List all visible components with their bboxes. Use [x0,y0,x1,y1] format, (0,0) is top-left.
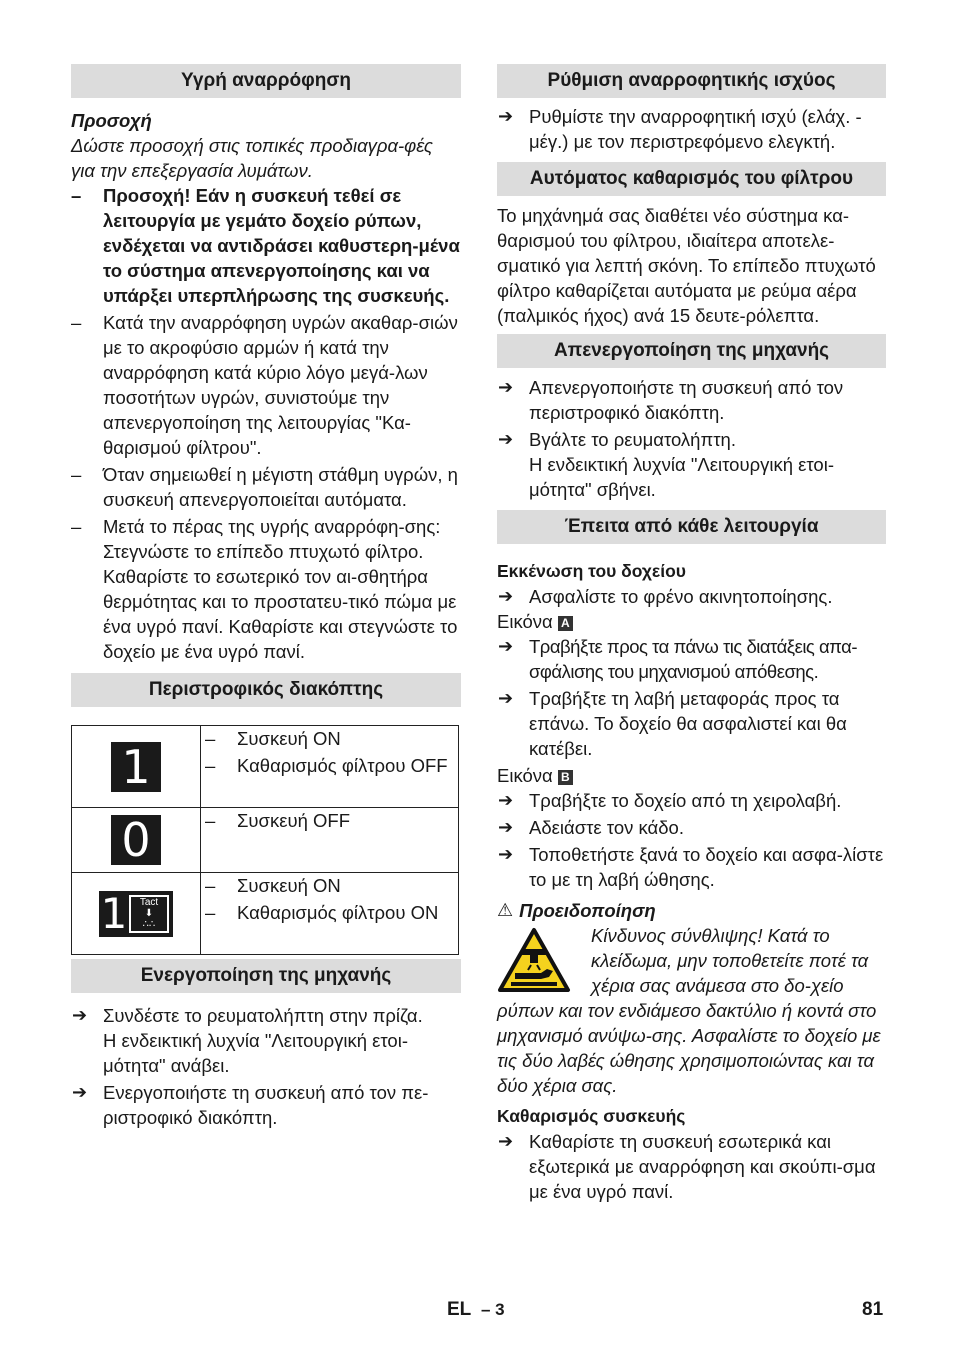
instruction-step [497,788,886,813]
arrow-right-icon: ➔ [72,1082,88,1102]
figure-label: Εικόνα [497,611,553,632]
instruction-step [497,427,886,452]
step-text: Τοποθετήστε ξανά το δοχείο και ασφα-λίστε το με τη λαβή ώθησης. [529,844,884,890]
step-text: Συνδέστε το ρευματολήπτη στην πρίζα. [103,1005,423,1026]
figure-reference [497,609,886,634]
switch-description-cell [201,808,459,873]
arrow-right-icon: ➔ [72,1005,88,1025]
arrow-right-icon: ➔ [498,377,514,397]
caution-text: Δώστε προσοχή στις τοπικές προδιαγρα-φές για την επεξεργασία λυμάτων. [71,135,433,181]
section-heading-rotary-switch: Περιστροφικός διακόπτης [71,673,461,707]
switch-line: – Συσκευή OFF [205,808,454,833]
step-text: Καθαρίστε τη συσκευή εσωτερικά και εξωτερικά με αναρρόφηση και σκούπι-σμα με ένα υγρό πανί. [529,1131,876,1202]
footer-language: EL [447,1299,472,1320]
step-note: Η ενδεικτική λυχνία "Λειτουργική ετοι-μότητα" σβήνει. [529,454,834,500]
arrow-right-icon: ➔ [498,636,513,656]
arrow-right-icon: ➔ [498,688,514,708]
warning-label: Προειδοποίηση [519,900,656,921]
list-item: – Προσοχή! Εάν η συσκευή τεθεί σε λειτουργία με γεμάτο δοχείο ρύπων, ενδέχεται να αντιδράσει καθυστερη-μένα το σύστημα απενεργοποίησης και να υπάρξει υπερπλήρωσης της συσκευής. [71,183,461,308]
switch-symbol-cell [72,873,201,955]
warning-heading [497,898,886,923]
section-heading-after-operation: Έπειτα από κάθε λειτουργία [497,510,886,544]
switch-tact-icon [99,888,173,938]
arrow-right-icon: ➔ [498,790,514,810]
right-column [497,64,886,1204]
tact-filter-box [129,895,169,933]
section-heading-wet-suction: Υγρή αναρρόφηση [71,64,461,98]
warning-block [497,923,886,1098]
subheading-device-cleaning: Καθαρισμός συσκευής [497,1106,686,1126]
instruction-step [497,584,886,609]
instruction-step [497,1129,886,1204]
caution-label: Προσοχή [71,110,152,131]
section-heading-switch-on: Ενεργοποίηση της μηχανής [71,959,461,993]
arrow-right-icon: ➔ [498,429,514,449]
warning-triangle-icon: ⚠ [497,900,514,920]
switch-position-0-icon: 0 [111,815,161,865]
section-heading-filter-cleaning: Αυτόματος καθαρισμός του φίλτρου [497,162,886,196]
down-arrow-icon: ⬇ [144,907,154,919]
figure-letter-badge: B [558,770,573,785]
switch-line: – Συσκευή ON [205,873,454,898]
instruction-step [497,375,886,425]
warning-text: Κίνδυνος σύνθλιψης! Κατά το κλείδωμα, μην τοποθετείτε ποτέ τα χέρια σας ανάμεσα στο δο-χείο ρύπων και τον ενδιάμεσο δακτύλιο ή κοντά στο μηχανισμό ανύψω-σης. Ασφαλίστε το δοχείο με τις δύο λαβές ώθησης χρησιμοποιώντας και τα δύο χέρια σας. [497,925,881,1096]
switch-description-cell [201,873,459,955]
left-column [71,64,461,1130]
instruction-step [497,634,886,684]
arrow-right-icon: ➔ [498,106,514,126]
switch-tact-number: 1 [100,888,128,938]
arrow-right-icon: ➔ [498,844,514,864]
list-item: – Όταν σημειωθεί η μέγιστη στάθμη υγρών, η συσκευή απενεργοποιείται αυτόματα. [71,462,461,512]
step-text: Απενεργοποιήστε τη συσκευή από τον περιστροφικό διακόπτη. [529,377,844,423]
table-row [72,873,459,955]
footer-section: – 3 [481,1300,505,1319]
switch-symbol-cell [72,726,201,808]
switch-symbol-cell [72,808,201,873]
step-note: Η ενδεικτική λυχνία "Λειτουργική ετοι-μότητα" ανάβει. [103,1030,408,1076]
step-text: Τραβήξτε τη λαβή μεταφοράς προς τα επάνω. Το δοχείο θα ασφαλιστεί και θα κατέβει. [529,688,847,759]
figure-letter-badge: A [558,616,573,631]
switch-table [71,725,459,955]
arrow-right-icon: ➔ [498,1131,514,1151]
switch-position-1-icon: 1 [111,742,161,792]
filter-paragraph: Το μηχάνημά σας διαθέτει νέο σύστημα κα-θαρισμού του φίλτρου, ιδιαίτερα αποτελε-σματικό για λεπτή σκόνη. Το επίπεδο πτυχωτό φίλτρο καθαρίζεται αυτόματα με ρεύμα αέρα (παλμικός ήχος) ανά 15 δευτε-ρόλεπτα. [497,205,876,326]
figure-reference [497,763,886,788]
instruction-step [497,842,886,892]
instruction-step [497,104,886,154]
step-text: Αδειάστε τον κάδο. [529,817,684,838]
dots-icon: ∴∴ [142,918,156,930]
table-row [72,726,459,808]
tact-label: Tact [139,896,159,908]
step-text: Τραβήξτε το δοχείο από τη χειρολαβή. [529,790,842,811]
step-text: Βγάλτε το ρευματολήπτη. [529,429,736,450]
instruction-step [71,1003,461,1028]
instruction-step [497,686,886,761]
table-row [72,808,459,873]
instruction-step [71,1080,461,1130]
switch-line: – Συσκευή ON [205,726,454,751]
switch-line: – Καθαρισμός φίλτρου ON [205,900,454,925]
subheading-empty-container: Εκκένωση του δοχείου [497,561,686,581]
section-heading-switch-off: Απενεργοποίηση της μηχανής [497,334,886,368]
list-item: – Κατά την αναρρόφηση υγρών ακαθαρ-σιών με το ακροφύσιο αρμών ή κατά την αναρρόφηση κατά κύριο λόγο μεγά-λων ποσοτήτων υγρών, συνιστούμε την απενεργοποίηση της λειτουργίας "Κα-θαρισμού φίλτρου". [71,310,461,460]
instruction-step [497,815,886,840]
step-text: Ρυθμίστε την αναρροφητική ισχύ (ελάχ. - μέγ.) με τον περιστρεφόμενο ελεγκτή. [529,106,862,152]
list-item: – Μετά το πέρας της υγρής αναρρόφη-σης: Στεγνώστε το επίπεδο πτυχωτό φίλτρο. Καθαρίστε το εσωτερικό τον αι-σθητήρα θερμότητας και το προστατευ-τικό πώμα με ένα υγρό πανί. Καθαρίστε και στεγνώστε το δοχείο με ένα υγρό πανί. [71,514,461,664]
arrow-right-icon: ➔ [498,586,514,606]
section-heading-suction-power: Ρύθμιση αναρροφητικής ισχύος [497,64,886,98]
page-number: 81 [862,1299,884,1320]
step-text: Τραβήξτε προς τα πάνω τις διατάξεις απα-σφάλισης του μηχανισμού απόθεσης. [529,636,858,682]
step-text: Ασφαλίστε το φρένο ακινητοποίησης. [529,586,833,607]
step-text: Ενεργοποιήστε τη συσκευή από τον πε-ριστροφικό διακόπτη. [103,1082,429,1128]
arrow-right-icon: ➔ [498,817,514,837]
hand-crush-hazard-icon [497,927,571,993]
switch-description-cell [201,726,459,808]
figure-label: Εικόνα [497,765,553,786]
switch-line: – Καθαρισμός φίλτρου OFF [205,753,454,778]
